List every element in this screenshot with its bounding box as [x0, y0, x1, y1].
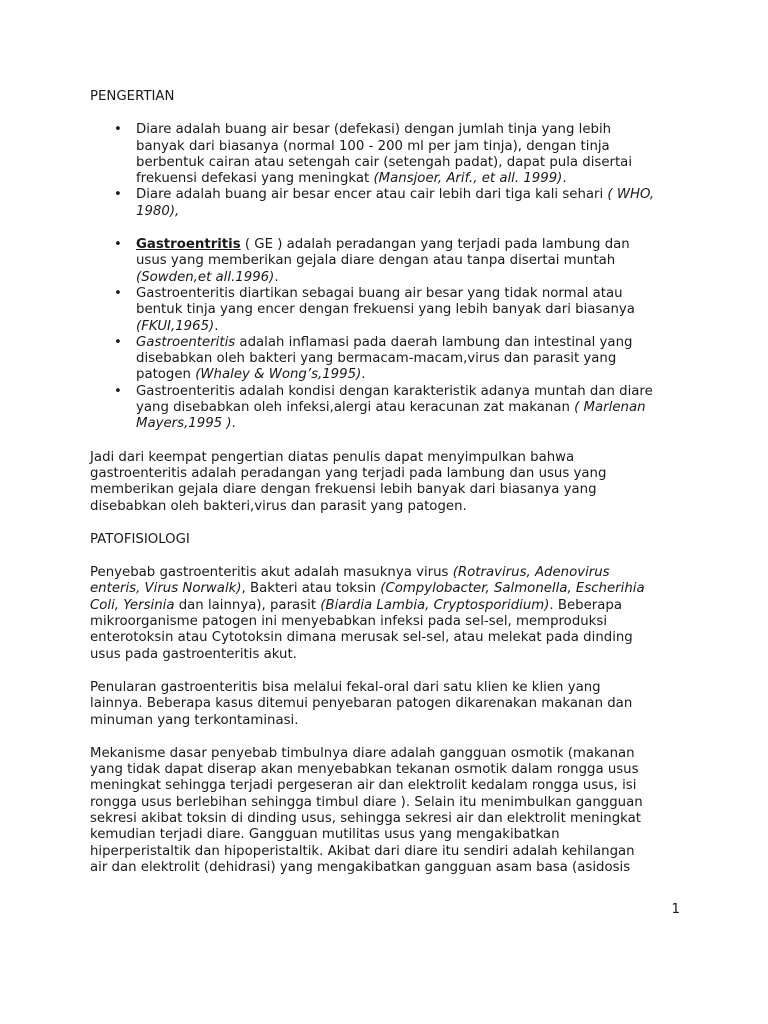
citation: ( WHO,: [607, 187, 655, 203]
conclusion-paragraph: Jadi dari keempat pengertian diatas penulis dapat menyimpulkan bahwa gastroenteritis adalah peradangan yang terjadi pada lambung dan usus yang memberikan gejala diare dengan frekuensi lebih banyak dari biasanya yang disebabkan oleh bakteri,virus dan parasit yang patogen.: [90, 449, 607, 514]
term-gastroentritis: Gastroentritis: [136, 237, 241, 253]
patofisiologi-paragraph-1: Penyebab gastroenteritis akut adalah masuknya virus (Rotravirus, Adenovirus enteris, Virus Norwalk), Bakteri atau toksin (Compylobacter, Salmonella, Escherihia Coli, Yersinia dan lainnya), parasit (Biardia Lambia, Cryptosporidium). Beberapa mikroorganisme patogen ini menyebabkan infeksi pada sel-sel, memproduksi enterotoksin atau Cytotoksin dimana merusak sel-sel, atau melekat pada dinding usus pada gastroenteritis akut.: [90, 565, 645, 662]
citation: (FKUI,1965): [136, 318, 215, 334]
citation: (Mansjoer, Arif., et all. 1999): [373, 171, 563, 187]
citation: ( Marlenan: [574, 400, 646, 416]
definition-list-gastroenteritis: [90, 237, 680, 433]
list-item: • Gastroenteritis diartikan sebagai buang air besar yang tidak normal atau bentuk tinja yang encer dengan frekuensi yang lebih banyak dari biasanya (FKUI,1965).: [90, 286, 680, 335]
term-gastroenteritis: Gastroenteritis: [136, 334, 236, 350]
patofisiologi-paragraph-3: Mekanisme dasar penyebab timbulnya diare adalah gangguan osmotik (makanan yang tidak dapat diserap akan menyebabkan tekanan osmotik dalam rongga usus meningkat sehingga terjadi pergeseran air dan elektrolit kedalam rongga usus, isi rongga usus berlebihan sehingga timbul diare ). Selain itu menimbulkan gangguan sekresi akibat toksin di dinding usus, sehingga sekresi air dan elektrolit meningkat kemudian terjadi diare. Gangguan mutilitas usus yang mengakibatkan hiperperistaltik dan hipoperistaltik. Akibat dari diare itu sendiri adalah kehilangan air dan elektrolit (dehidrasi) yang mengakibatkan gangguan asam basa (asidosis: [90, 745, 643, 875]
heading-patofisiologi: PATOFISIOLOGI: [90, 531, 190, 547]
list-item: • Gastroenteritis adalah kondisi dengan karakteristik adanya muntah dan diare yang disebabkan oleh infeksi,alergi atau keracunan zat makanan ( Marlenan Mayers,1995 ).: [90, 384, 680, 433]
heading-pengertian: PENGERTIAN: [90, 89, 175, 104]
list-item: • Diare adalah buang air besar encer atau cair lebih dari tiga kali sehari ( WHO, 1980),: [90, 187, 680, 220]
list-item: • Diare adalah buang air besar (defekasi) dengan jumlah tinja yang lebih banyak dari biasanya (normal 100 - 200 ml per jam tinja), dengan tinja berbentuk cairan atau setengah cair (setengah padat), dapat pula disertai frekuensi defekasi yang meningkat (Mansjoer, Arif., et all. 1999).: [90, 122, 680, 187]
definition-list-diare: [90, 122, 680, 220]
citation: 1980),: [136, 203, 180, 219]
list-item: • Gastroentritis ( GE ) adalah peradangan yang terjadi pada lambung dan usus yang memberikan gejala diare dengan atau tanpa disertai muntah (Sowden,et all.1996).: [90, 237, 680, 286]
citation: Mayers,1995 ): [136, 416, 232, 432]
list-item: • Gastroenteritis adalah inflamasi pada daerah lambung dan intestinal yang disebabkan oleh bakteri yang bermacam-macam,virus dan parasit yang patogen (Whaley & Wong’s,1995).: [90, 335, 680, 384]
citation: (Sowden,et all.1996): [136, 269, 275, 285]
patofisiologi-paragraph-2: Penularan gastroenteritis bisa melalui fekal-oral dari satu klien ke klien yang lainnya. Beberapa kasus ditemui penyebaran patogen dikarenakan makanan dan minuman yang terkontaminasi.: [90, 679, 633, 728]
page-number: 1: [671, 902, 680, 917]
citation: (Whaley & Wong’s,1995): [195, 367, 362, 383]
document-page: [90, 89, 680, 876]
